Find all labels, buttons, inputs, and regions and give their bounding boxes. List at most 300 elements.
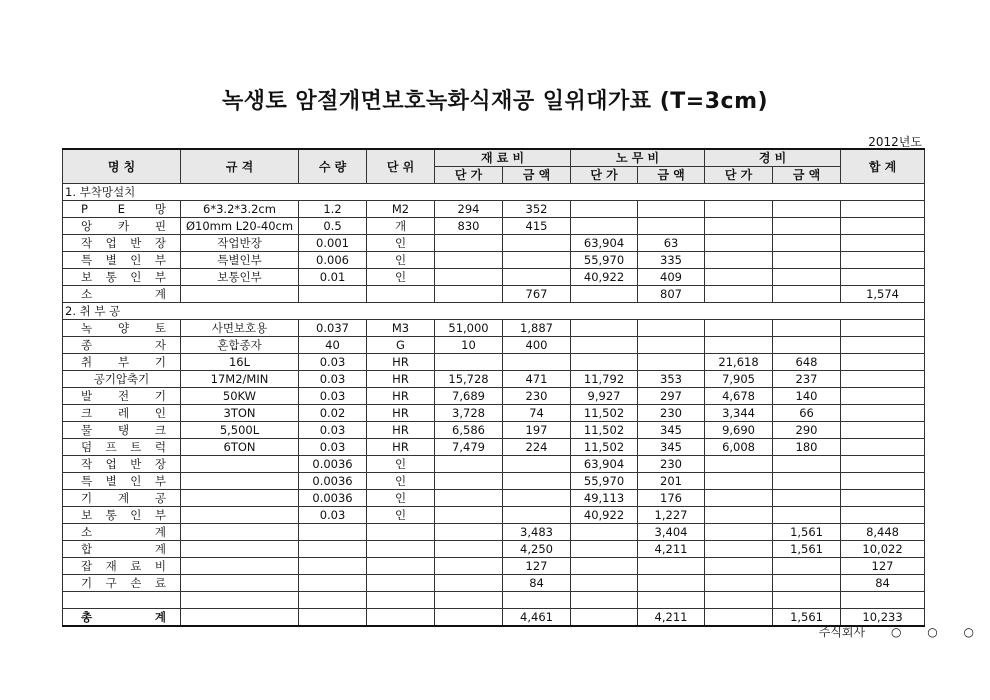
signature-line <box>819 623 974 640</box>
row-name: 잡 재 료 비 <box>63 558 181 575</box>
cell-spec: 17M2/MIN <box>181 371 299 388</box>
cell-m-amt <box>503 235 571 252</box>
cell-l-amt: 409 <box>638 269 705 286</box>
cell-spec: 6TON <box>181 439 299 456</box>
header-amount: 금 액 <box>638 167 705 184</box>
cell-qty: 40 <box>299 337 367 354</box>
cell-total <box>841 473 925 490</box>
table-row <box>63 507 925 524</box>
cell-l-up: 11,792 <box>571 371 638 388</box>
cell-l-amt: 201 <box>638 473 705 490</box>
cell-unit: 인 <box>367 490 435 507</box>
cell-unit: HR <box>367 439 435 456</box>
cell-l-amt: 345 <box>638 439 705 456</box>
cell-m-amt: 84 <box>503 575 571 592</box>
table-row <box>63 371 925 388</box>
row-name: 총 계 <box>63 609 181 627</box>
cell-e-up: 6,008 <box>705 439 773 456</box>
blank-cell <box>841 592 925 609</box>
row-name: 공기압축기 <box>63 371 181 388</box>
cell-l-amt <box>638 558 705 575</box>
cell-total <box>841 354 925 371</box>
row-name: 종 자 <box>63 337 181 354</box>
cell-total <box>841 490 925 507</box>
row-name: 앙 카 핀 <box>63 218 181 235</box>
cell-total <box>841 422 925 439</box>
cell-spec <box>181 558 299 575</box>
cell-l-up <box>571 575 638 592</box>
cell-l-up <box>571 286 638 303</box>
cell-e-up <box>705 558 773 575</box>
cell-spec: 혼합종자 <box>181 337 299 354</box>
cell-m-amt: 230 <box>503 388 571 405</box>
blank-cell <box>367 609 435 627</box>
cell-total <box>841 235 925 252</box>
cell-l-up <box>571 524 638 541</box>
cell-e-up <box>705 235 773 252</box>
cell-m-amt: 3,483 <box>503 524 571 541</box>
cell-unit: 인 <box>367 456 435 473</box>
cell-unit <box>367 286 435 303</box>
cell-e-amt <box>773 286 841 303</box>
cell-m-amt: 74 <box>503 405 571 422</box>
blank-cell <box>367 592 435 609</box>
page-title: 녹생토 암절개면보호녹화식재공 일위대가표 (T=3cm) <box>221 89 769 114</box>
row-name: 덤 프 트 럭 <box>63 439 181 456</box>
cell-m-amt <box>503 269 571 286</box>
cell-total <box>841 507 925 524</box>
cell-e-amt <box>773 337 841 354</box>
cell-m-up <box>435 235 503 252</box>
cell-l-amt <box>638 337 705 354</box>
table-row <box>63 490 925 507</box>
cell-m-amt: 4,250 <box>503 541 571 558</box>
row-name: 녹 양 토 <box>63 320 181 337</box>
cell-l-amt: 297 <box>638 388 705 405</box>
cell-m-amt <box>503 473 571 490</box>
cell-qty: 0.006 <box>299 252 367 269</box>
cell-e-amt <box>773 235 841 252</box>
grand-total-row <box>63 609 925 627</box>
cell-spec: 16L <box>181 354 299 371</box>
cell-l-amt <box>638 201 705 218</box>
cell-e-amt <box>773 558 841 575</box>
cell-e-up: 3,344 <box>705 405 773 422</box>
cell-qty: 1.2 <box>299 201 367 218</box>
cell-unit <box>367 575 435 592</box>
cell-l-amt: 4,211 <box>638 609 705 627</box>
header-unit-price: 단 가 <box>571 167 638 184</box>
section-label: 2. 취 부 공 <box>63 303 925 320</box>
row-name: 특 별 인 부 <box>63 252 181 269</box>
cell-spec: Ø10mm L20-40cm <box>181 218 299 235</box>
cell-total <box>841 320 925 337</box>
cell-m-up: 830 <box>435 218 503 235</box>
cell-spec <box>181 541 299 558</box>
cell-l-amt <box>638 320 705 337</box>
company-label: 주식회사 <box>818 625 866 639</box>
cell-l-amt: 345 <box>638 422 705 439</box>
row-name: 크 레 인 <box>63 405 181 422</box>
cell-l-up <box>571 541 638 558</box>
header-unit: 단 위 <box>367 149 435 184</box>
cell-e-amt: 237 <box>773 371 841 388</box>
cell-qty: 0.02 <box>299 405 367 422</box>
cell-e-up: 9,690 <box>705 422 773 439</box>
cell-qty: 0.03 <box>299 422 367 439</box>
cell-m-up <box>435 473 503 490</box>
cell-qty: 0.03 <box>299 439 367 456</box>
blank-cell <box>773 592 841 609</box>
table-row <box>63 337 925 354</box>
cell-m-amt <box>503 507 571 524</box>
cell-m-up <box>435 507 503 524</box>
cell-total: 84 <box>841 575 925 592</box>
row-name: 기 계 공 <box>63 490 181 507</box>
cell-l-amt <box>638 354 705 371</box>
blank-cell <box>435 609 503 627</box>
cell-qty: 0.0036 <box>299 490 367 507</box>
cell-e-up <box>705 252 773 269</box>
cell-total <box>841 269 925 286</box>
table-row <box>63 524 925 541</box>
cell-e-amt <box>773 473 841 490</box>
blank-cell <box>299 592 367 609</box>
cell-e-amt <box>773 218 841 235</box>
cell-e-up <box>705 218 773 235</box>
row-name: 작 업 반 장 <box>63 235 181 252</box>
cell-e-up <box>705 269 773 286</box>
table-row <box>63 320 925 337</box>
cell-l-amt: 4,211 <box>638 541 705 558</box>
cell-m-up: 7,689 <box>435 388 503 405</box>
table-row <box>63 388 925 405</box>
cell-spec <box>181 286 299 303</box>
cell-e-up <box>705 490 773 507</box>
blank-cell <box>503 592 571 609</box>
row-name: 작 업 반 장 <box>63 456 181 473</box>
cell-unit <box>367 558 435 575</box>
cell-e-up <box>705 201 773 218</box>
cell-m-up: 294 <box>435 201 503 218</box>
header-unit-price: 단 가 <box>435 167 503 184</box>
row-name: 보 통 인 부 <box>63 269 181 286</box>
cell-spec <box>181 524 299 541</box>
cell-unit: HR <box>367 354 435 371</box>
blank-row <box>63 592 925 609</box>
row-name: 취 부 기 <box>63 354 181 371</box>
cell-total <box>841 456 925 473</box>
cell-m-amt: 197 <box>503 422 571 439</box>
cell-total: 10,233 <box>841 609 925 627</box>
cell-e-up: 7,905 <box>705 371 773 388</box>
cell-l-amt: 1,227 <box>638 507 705 524</box>
cell-total: 8,448 <box>841 524 925 541</box>
table-row <box>63 541 925 558</box>
cell-l-up <box>571 354 638 371</box>
cell-e-amt: 290 <box>773 422 841 439</box>
header-labor: 노 무 비 <box>571 149 705 167</box>
cell-spec <box>181 575 299 592</box>
cell-unit: HR <box>367 371 435 388</box>
table-row <box>63 252 925 269</box>
cell-spec: 보통인부 <box>181 269 299 286</box>
cell-qty: 0.037 <box>299 320 367 337</box>
row-name: 발 전 기 <box>63 388 181 405</box>
cell-l-up: 55,970 <box>571 252 638 269</box>
cell-l-up: 55,970 <box>571 473 638 490</box>
cell-e-amt: 648 <box>773 354 841 371</box>
seal-circles: ○ ○ ○ <box>890 625 974 639</box>
cell-l-amt: 230 <box>638 405 705 422</box>
cell-l-up <box>571 201 638 218</box>
cell-total <box>841 405 925 422</box>
cell-total: 10,022 <box>841 541 925 558</box>
row-name: 소 계 <box>63 524 181 541</box>
row-name: 합 계 <box>63 541 181 558</box>
cell-l-up <box>571 558 638 575</box>
cell-qty: 0.001 <box>299 235 367 252</box>
cell-unit: 인 <box>367 507 435 524</box>
cell-spec: 3TON <box>181 405 299 422</box>
cell-e-up: 4,678 <box>705 388 773 405</box>
cell-e-amt <box>773 507 841 524</box>
cell-e-up <box>705 541 773 558</box>
cell-l-amt <box>638 218 705 235</box>
cell-l-up: 9,927 <box>571 388 638 405</box>
cell-total <box>841 252 925 269</box>
cell-m-up: 51,000 <box>435 320 503 337</box>
row-name: 물 탱 크 <box>63 422 181 439</box>
cell-spec <box>181 473 299 490</box>
table-row <box>63 354 925 371</box>
cell-total <box>841 388 925 405</box>
cell-l-amt: 807 <box>638 286 705 303</box>
blank-cell <box>181 609 299 627</box>
cell-e-amt: 66 <box>773 405 841 422</box>
cell-e-up <box>705 337 773 354</box>
cell-l-up: 63,904 <box>571 235 638 252</box>
cell-qty <box>299 541 367 558</box>
cell-e-amt: 1,561 <box>773 524 841 541</box>
blank-cell <box>638 592 705 609</box>
cell-l-up: 11,502 <box>571 439 638 456</box>
header-amount: 금 액 <box>773 167 841 184</box>
cell-m-amt: 4,461 <box>503 609 571 627</box>
cell-unit <box>367 541 435 558</box>
cell-m-up: 10 <box>435 337 503 354</box>
cell-spec <box>181 456 299 473</box>
row-name: 기 구 손 료 <box>63 575 181 592</box>
cell-l-amt: 3,404 <box>638 524 705 541</box>
cell-unit: 인 <box>367 235 435 252</box>
cell-l-amt <box>638 575 705 592</box>
cell-spec: 사면보호용 <box>181 320 299 337</box>
table-row <box>63 405 925 422</box>
section-row <box>63 184 925 201</box>
cell-unit: 개 <box>367 218 435 235</box>
cell-total <box>841 371 925 388</box>
cell-total <box>841 337 925 354</box>
cell-qty: 0.0036 <box>299 473 367 490</box>
cell-unit: M2 <box>367 201 435 218</box>
cell-e-amt <box>773 456 841 473</box>
cell-spec: 특별인부 <box>181 252 299 269</box>
cell-spec <box>181 490 299 507</box>
cell-m-amt <box>503 490 571 507</box>
cell-m-amt <box>503 354 571 371</box>
header-name: 명 칭 <box>63 149 181 184</box>
cell-l-up <box>571 320 638 337</box>
cell-e-up: 21,618 <box>705 354 773 371</box>
blank-cell <box>705 592 773 609</box>
section-row <box>63 303 925 320</box>
cell-spec: 6*3.2*3.2cm <box>181 201 299 218</box>
blank-cell <box>181 592 299 609</box>
row-name: 특 별 인 부 <box>63 473 181 490</box>
cell-unit: 인 <box>367 252 435 269</box>
cell-e-up <box>705 524 773 541</box>
cell-m-amt: 471 <box>503 371 571 388</box>
table-row <box>63 269 925 286</box>
blank-cell <box>435 592 503 609</box>
cell-l-up: 63,904 <box>571 456 638 473</box>
cell-qty: 0.03 <box>299 388 367 405</box>
blank-cell <box>299 609 367 627</box>
cell-e-amt <box>773 269 841 286</box>
cell-m-amt: 224 <box>503 439 571 456</box>
cell-e-amt <box>773 252 841 269</box>
header-spec: 규 격 <box>181 149 299 184</box>
table-row <box>63 439 925 456</box>
unit-cost-table <box>62 148 925 627</box>
table-row <box>63 558 925 575</box>
cell-qty <box>299 575 367 592</box>
cell-l-amt: 230 <box>638 456 705 473</box>
cell-m-up <box>435 490 503 507</box>
cell-m-up: 3,728 <box>435 405 503 422</box>
cell-spec: 50KW <box>181 388 299 405</box>
cell-m-up: 7,479 <box>435 439 503 456</box>
cell-e-up <box>705 507 773 524</box>
cell-unit <box>367 524 435 541</box>
cell-l-up <box>571 337 638 354</box>
cell-m-up <box>435 456 503 473</box>
table-row <box>63 286 925 303</box>
cell-m-amt: 352 <box>503 201 571 218</box>
cell-total <box>841 439 925 456</box>
cell-m-amt <box>503 252 571 269</box>
cell-e-amt <box>773 490 841 507</box>
cell-l-up: 40,922 <box>571 507 638 524</box>
cell-unit: M3 <box>367 320 435 337</box>
cell-e-up <box>705 286 773 303</box>
cell-l-up: 49,113 <box>571 490 638 507</box>
cell-e-amt <box>773 201 841 218</box>
cell-total: 1,574 <box>841 286 925 303</box>
cell-e-amt <box>773 320 841 337</box>
blank-cell <box>571 609 638 627</box>
blank-cell <box>705 609 773 627</box>
blank-cell <box>63 592 181 609</box>
row-name: P E 망 <box>63 201 181 218</box>
cell-m-up <box>435 575 503 592</box>
cell-e-up <box>705 473 773 490</box>
table-row <box>63 473 925 490</box>
cell-m-up <box>435 354 503 371</box>
cell-total <box>841 201 925 218</box>
cell-qty: 0.03 <box>299 507 367 524</box>
cell-e-amt: 140 <box>773 388 841 405</box>
cell-unit: HR <box>367 422 435 439</box>
year-label: 2012년도 <box>868 135 922 149</box>
cell-e-amt <box>773 575 841 592</box>
cell-qty <box>299 558 367 575</box>
cell-l-amt: 63 <box>638 235 705 252</box>
cell-l-up: 11,502 <box>571 422 638 439</box>
cell-e-amt: 1,561 <box>773 541 841 558</box>
table-row <box>63 456 925 473</box>
cell-qty: 0.0036 <box>299 456 367 473</box>
header-qty: 수 량 <box>299 149 367 184</box>
cell-l-up <box>571 218 638 235</box>
cell-qty: 0.01 <box>299 269 367 286</box>
table-body <box>63 184 925 627</box>
cell-qty: 0.03 <box>299 354 367 371</box>
cell-m-amt <box>503 456 571 473</box>
cell-l-up: 40,922 <box>571 269 638 286</box>
cell-l-up: 11,502 <box>571 405 638 422</box>
cell-e-up <box>705 320 773 337</box>
cell-m-amt: 400 <box>503 337 571 354</box>
cell-qty: 0.5 <box>299 218 367 235</box>
cell-l-amt: 353 <box>638 371 705 388</box>
header-material: 재 료 비 <box>435 149 571 167</box>
table-row <box>63 201 925 218</box>
cell-e-amt: 180 <box>773 439 841 456</box>
cell-total: 127 <box>841 558 925 575</box>
cell-l-amt: 176 <box>638 490 705 507</box>
cell-spec: 5,500L <box>181 422 299 439</box>
cell-m-up <box>435 524 503 541</box>
cell-m-amt: 1,887 <box>503 320 571 337</box>
header-total: 합 계 <box>841 149 925 184</box>
cell-qty <box>299 286 367 303</box>
cell-spec <box>181 507 299 524</box>
header-unit-price: 단 가 <box>705 167 773 184</box>
cell-e-up <box>705 575 773 592</box>
table-row <box>63 422 925 439</box>
cell-unit: 인 <box>367 269 435 286</box>
cell-unit: 인 <box>367 473 435 490</box>
cell-m-up <box>435 252 503 269</box>
cell-m-amt: 415 <box>503 218 571 235</box>
section-label: 1. 부착망설치 <box>63 184 925 201</box>
cell-e-amt: 1,561 <box>773 609 841 627</box>
cell-m-up: 6,586 <box>435 422 503 439</box>
cell-qty <box>299 524 367 541</box>
cell-e-up <box>705 456 773 473</box>
cell-m-up <box>435 558 503 575</box>
table-row <box>63 235 925 252</box>
cell-total <box>841 218 925 235</box>
cell-unit: G <box>367 337 435 354</box>
cell-m-up <box>435 541 503 558</box>
header-amount: 금 액 <box>503 167 571 184</box>
cell-unit: HR <box>367 405 435 422</box>
cell-l-amt: 335 <box>638 252 705 269</box>
blank-cell <box>571 592 638 609</box>
